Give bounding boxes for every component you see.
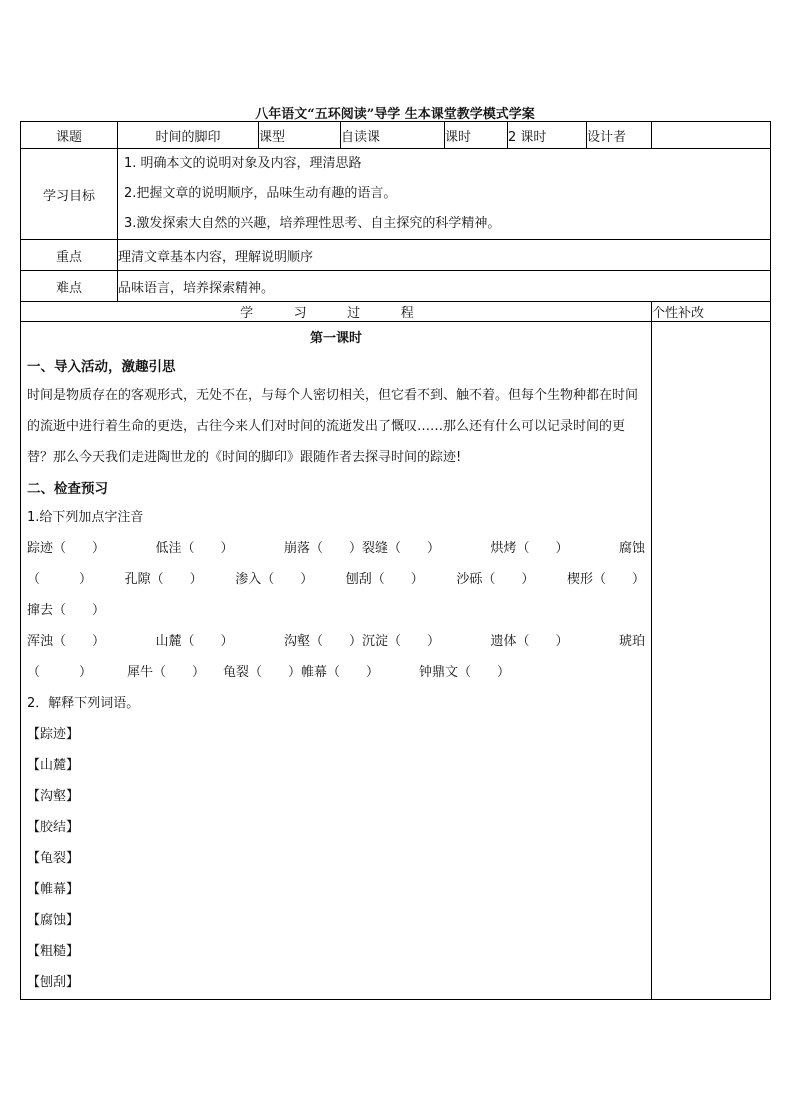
pinyin-item: 撺去（ ） [27,603,106,618]
pinyin-item: 遗体（ ） [490,634,569,649]
page-title: 八年语文“五环阅读”导学 生本课堂教学模式学案 [255,107,535,122]
lesson-title: 第一课时 [309,331,362,346]
pinyin-item: 浑浊（ ） [27,634,106,649]
pinyin-item: 刨刮（ ） [345,572,424,587]
pinyin-row [27,657,645,688]
pinyin-item: 崩落（ ）裂缝（ ） [283,541,440,556]
term-item: 【刨刮】 [27,975,80,990]
difficulty-row [21,271,771,302]
content-row [21,322,771,1000]
side-notes-column [652,322,771,1000]
pinyin-row [27,533,645,564]
focus-text: 理清文章基本内容，理解说明顺序 [118,240,771,271]
pinyin-item: 腐蚀 [618,541,645,556]
term-item: 【帷幕】 [27,882,80,897]
term-item: 【胶结】 [27,820,80,835]
question-2: 2．解释下列词语。 [27,696,140,711]
label-hours: 课时 [445,122,508,149]
goal-item: 2.把握文章的说明顺序，品味生动有趣的语言。 [124,186,397,201]
pinyin-item: （ ） [27,665,93,680]
goals-row [21,149,771,240]
pinyin-item: 踪迹（ ） [27,541,106,556]
term-item: 【粗糙】 [27,944,80,959]
focus-label: 重点 [21,240,118,271]
goal-item: 3.激发探索大自然的兴趣，培养理性思考、自主探究的科学精神。 [124,216,501,231]
pinyin-item: 钟鼎文（ ） [419,665,511,680]
term-item: 【腐蚀】 [27,913,80,928]
pinyin-item: 沟壑（ ）沉淀（ ） [283,634,440,649]
term-item: 【山麓】 [27,758,80,773]
pinyin-item: 孔隙（ ） [124,572,203,587]
question-1: 1.给下列加点字注音 [27,510,144,525]
pinyin-item: 琥珀 [618,634,645,649]
goals-label: 学习目标 [21,149,118,240]
pinyin-item: （ ） [27,572,93,587]
section-heading: 一、导入活动，激趣引思 [27,359,176,375]
topic-value: 时间的脚印 [118,122,259,149]
pinyin-row [27,626,645,657]
header-row [21,122,771,149]
pinyin-item: 山麓（ ） [155,634,234,649]
intro-paragraph: 时间是物质存在的客观形式，无处不在，与每个人密切相关，但它看不到、触不着。但每个生物种都在时间的流逝中进行着生命的更迭，古往今来人们对时间的流逝发出了慨叹……那么还有什么可以记录时间的更替？那么今天我们走进陶世龙的《时间的脚印》跟随作者去探寻时间的踪迹! [27,388,639,465]
pinyin-item: 沙砾（ ） [456,572,535,587]
lesson-plan-table [20,121,771,1000]
pinyin-item: 渗入（ ） [235,572,314,587]
label-topic: 课题 [21,122,118,149]
type-value: 自读课 [341,122,445,149]
pinyin-item: 楔形（ ） [566,572,645,587]
side-label: 个性补改 [652,302,771,322]
term-item: 【龟裂】 [27,851,80,866]
section-heading: 二、检查预习 [27,481,108,497]
process-row [21,302,771,322]
pinyin-item: 犀牛（ ） [127,665,206,680]
pinyin-item: 龟裂（ ）帷幕（ ） [223,665,380,680]
pinyin-row [27,564,645,595]
goal-item: 1. 明确本文的说明对象及内容，理清思路 [124,156,362,171]
difficulty-text: 品味语言，培养探索精神。 [118,271,771,302]
process-label: 学 习 过 程 [21,302,652,322]
pinyin-row [27,595,645,626]
designer-value [652,122,771,149]
pinyin-item: 低洼（ ） [155,541,234,556]
focus-row [21,240,771,271]
difficulty-label: 难点 [21,271,118,302]
pinyin-item: 烘烤（ ） [490,541,569,556]
term-item: 【沟壑】 [27,789,80,804]
label-designer: 设计者 [587,122,652,149]
lesson-content [21,322,652,1000]
label-type: 课型 [259,122,341,149]
hours-value: 2 课时 [508,122,587,149]
term-item: 【踪迹】 [27,727,80,742]
goals-list [118,149,771,240]
